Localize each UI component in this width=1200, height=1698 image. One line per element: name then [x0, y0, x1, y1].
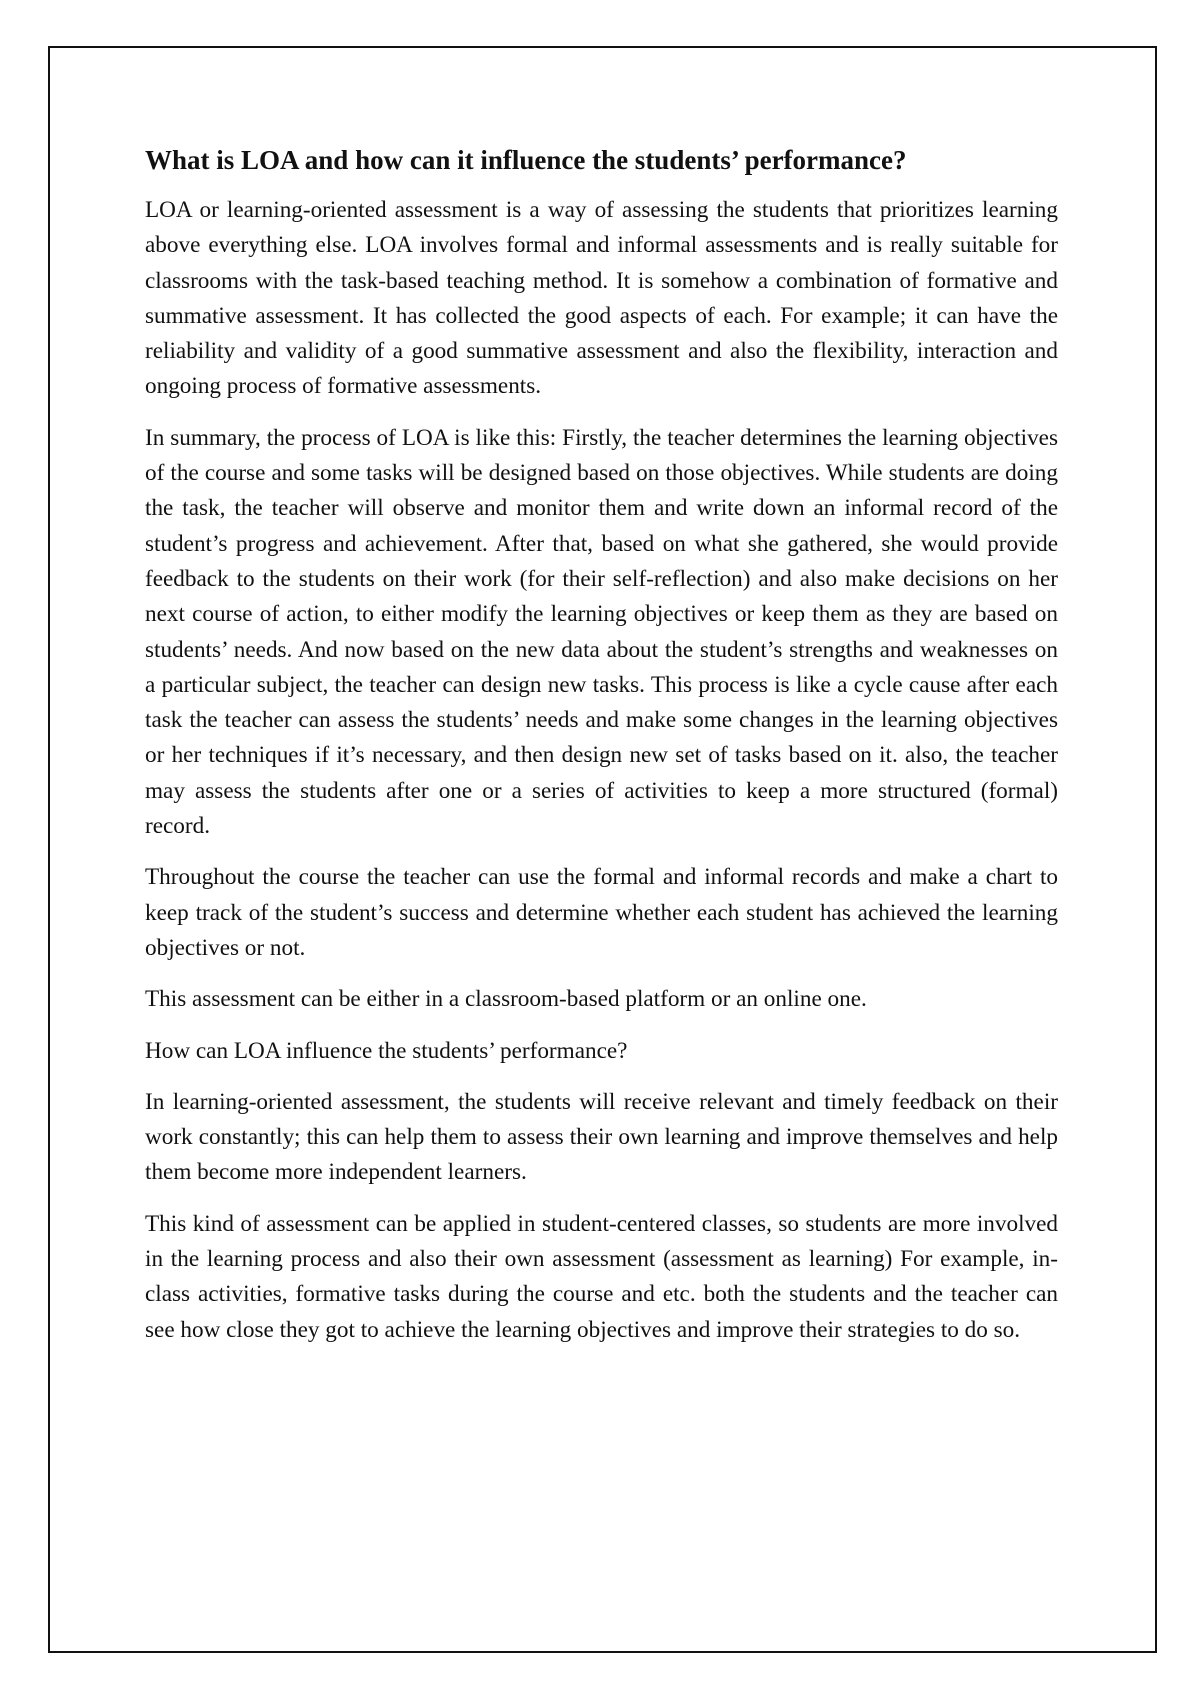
section-question: How can LOA influence the students’ performance? [145, 1037, 628, 1064]
document-title: What is LOA and how can it influence the students’ performance? [145, 145, 907, 175]
document-body [145, 142, 1058, 1364]
paragraph-records: Throughout the course the teacher can use the formal and informal records and make a chart to keep track of the student’s success and determine whether each student has achieved the learning objectives or not. [145, 864, 1058, 961]
paragraph-feedback: In learning-oriented assessment, the students will receive relevant and timely feedback on their work constantly; this can help them to assess their own learning and improve themselves and help them become more independent learners. [145, 1088, 1058, 1186]
paragraph-student-centered: This kind of assessment can be applied in student-centered classes, so students are more involved in the learning process and also their own assessment (assessment as learning) For example, in-class activities, formative tasks during the course and etc. both the students and the teacher can see how close they got to achieve the learning objectives and improve their strategies to do so. [145, 1210, 1058, 1343]
paragraph-platform: This assessment can be either in a classroom-based platform or an online one. [145, 986, 867, 1013]
paragraph-loa-definition: LOA or learning-oriented assessment is a way of assessing the students that prioritizes learning above everything else. LOA involves formal and informal assessments and is really suitable for classrooms with the task-based teaching method. It is somehow a combination of formative and summative assessment. It has collected the good aspects of each. For example; it can have the reliability and validity of a good summative assessment and also the flexibility, interaction and ongoing process of formative assessments. [145, 197, 1058, 400]
paragraph-loa-process: In summary, the process of LOA is like this: Firstly, the teacher determines the learning objectives of the course and some tasks will be designed based on those objectives. While students are doing the task, the teacher will observe and monitor them and write down an informal record of the student’s progress and achievement. After that, based on what she gathered, she would provide feedback to the students on their work (for their self-reflection) and also make decisions on her next course of action, to either modify the learning objectives or keep them as they are based on students’ needs. And now based on the new data about the student’s strengths and weaknesses on a particular subject, the teacher can design new tasks. This process is like a cycle cause after each task the teacher can assess the students’ needs and make some changes in the learning objectives or her techniques if it’s necessary, and then design new set of tasks based on it. also, the teacher may assess the students after one or a series of activities to keep a more structured (formal) record. [145, 424, 1058, 840]
